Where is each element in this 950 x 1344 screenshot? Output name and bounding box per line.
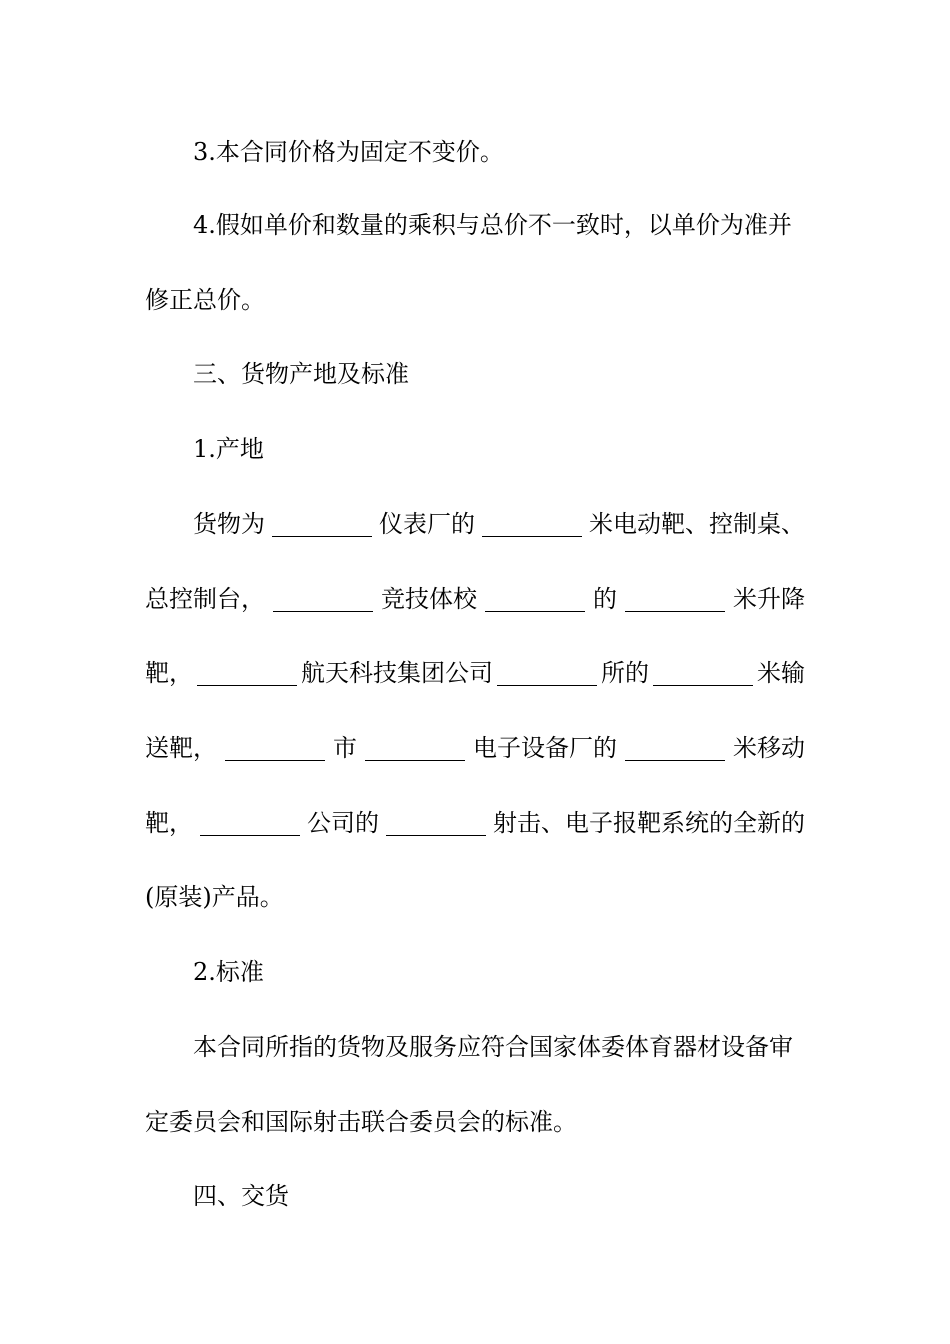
- fill-in-blank: [625, 732, 725, 761]
- origin-line-4: [145, 732, 805, 764]
- origin-line-5: [145, 807, 805, 839]
- origin-text: 米升降: [733, 585, 805, 613]
- origin-text: 的: [593, 585, 617, 613]
- standard-line-2: 定委员会和国际射击联合委员会的标准。: [145, 1108, 577, 1136]
- fill-in-blank: [365, 732, 465, 761]
- origin-text: 米输: [757, 659, 805, 687]
- fill-in-blank: [625, 583, 725, 612]
- section-4-heading: 四、交货: [193, 1182, 289, 1210]
- clause-4-line-1: 4.假如单价和数量的乘积与总价不一致时，以单价为准并: [193, 211, 792, 239]
- origin-text: 送靶，: [145, 734, 217, 762]
- fill-in-blank: [482, 508, 582, 537]
- section-3-heading: 三、货物产地及标准: [193, 360, 409, 388]
- origin-text: 航天科技集团公司: [301, 659, 493, 687]
- fill-in-blank: [653, 657, 753, 686]
- fill-in-blank: [485, 583, 585, 612]
- origin-text: 总控制台，: [145, 585, 265, 613]
- origin-text: 电子设备厂的: [473, 734, 617, 762]
- fill-in-blank: [225, 732, 325, 761]
- origin-text: 所的: [601, 659, 649, 687]
- subsection-1-origin-heading: 1.产地: [193, 435, 264, 463]
- origin-text: 米电动靶、控制桌、: [589, 510, 805, 538]
- fill-in-blank: [273, 583, 373, 612]
- standard-line-1: 本合同所指的货物及服务应符合国家体委体育器材设备审: [193, 1033, 793, 1061]
- origin-text: 公司的: [307, 809, 379, 837]
- fill-in-blank: [200, 807, 300, 836]
- origin-text: 仪表厂的: [379, 510, 475, 538]
- origin-text: 米移动: [733, 734, 805, 762]
- origin-text: 货物为: [193, 510, 265, 538]
- origin-text: 靶，: [145, 659, 193, 687]
- origin-text: 射击、电子报靶系统的全新的: [493, 809, 805, 837]
- clause-4-line-2: 修正总价。: [145, 286, 265, 314]
- fill-in-blank: [386, 807, 486, 836]
- clause-3-price-fixed: 3.本合同价格为固定不变价。: [193, 138, 504, 166]
- origin-text: 竞技体校: [381, 585, 477, 613]
- origin-text: 市: [333, 734, 357, 762]
- subsection-2-standard-heading: 2.标准: [193, 958, 264, 986]
- fill-in-blank: [272, 508, 372, 537]
- origin-text: 靶，: [145, 809, 193, 837]
- origin-line-1: [193, 508, 805, 540]
- origin-line-3: [145, 657, 805, 689]
- fill-in-blank: [197, 657, 297, 686]
- origin-line-6: (原装)产品。: [145, 883, 284, 911]
- origin-line-2: [145, 583, 805, 615]
- fill-in-blank: [497, 657, 597, 686]
